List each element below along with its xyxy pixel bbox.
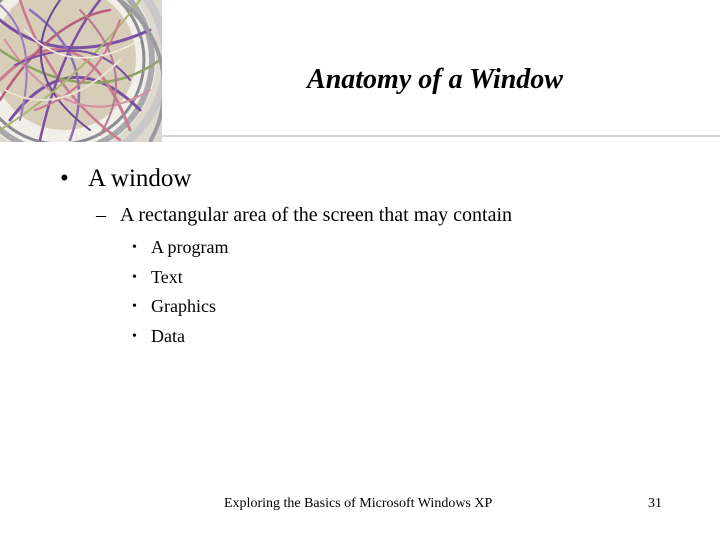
list-item-text: Text (151, 266, 183, 287)
list-item-text: Data (151, 326, 185, 347)
bullet-level-2 (96, 202, 512, 228)
list-item (132, 263, 228, 293)
list-item (132, 233, 228, 263)
list-item (132, 292, 228, 322)
bullet-level-3-list (132, 233, 228, 352)
slide-title: Anatomy of a Window (307, 64, 563, 95)
bullet-marker: • (132, 299, 137, 315)
page-number: 31 (648, 496, 662, 511)
sub-bullet-text: A rectangular area of the screen that may contain (120, 204, 513, 226)
list-item-text: Graphics (151, 296, 216, 317)
bullet-marker: • (60, 165, 69, 192)
bullet-marker: • (132, 240, 137, 255)
bullet-marker: • (132, 269, 137, 285)
bullet-level-1 (60, 163, 191, 195)
list-item (132, 322, 228, 352)
footer-text: Exploring the Basics of Microsoft Windows XP (224, 496, 493, 511)
title-divider (162, 135, 720, 137)
woven-sphere-image (0, 0, 162, 142)
dash-marker: – (96, 204, 106, 226)
bullet-marker: • (132, 329, 137, 345)
list-item-text: A program (151, 237, 229, 257)
bullet-text: A window (88, 165, 192, 192)
